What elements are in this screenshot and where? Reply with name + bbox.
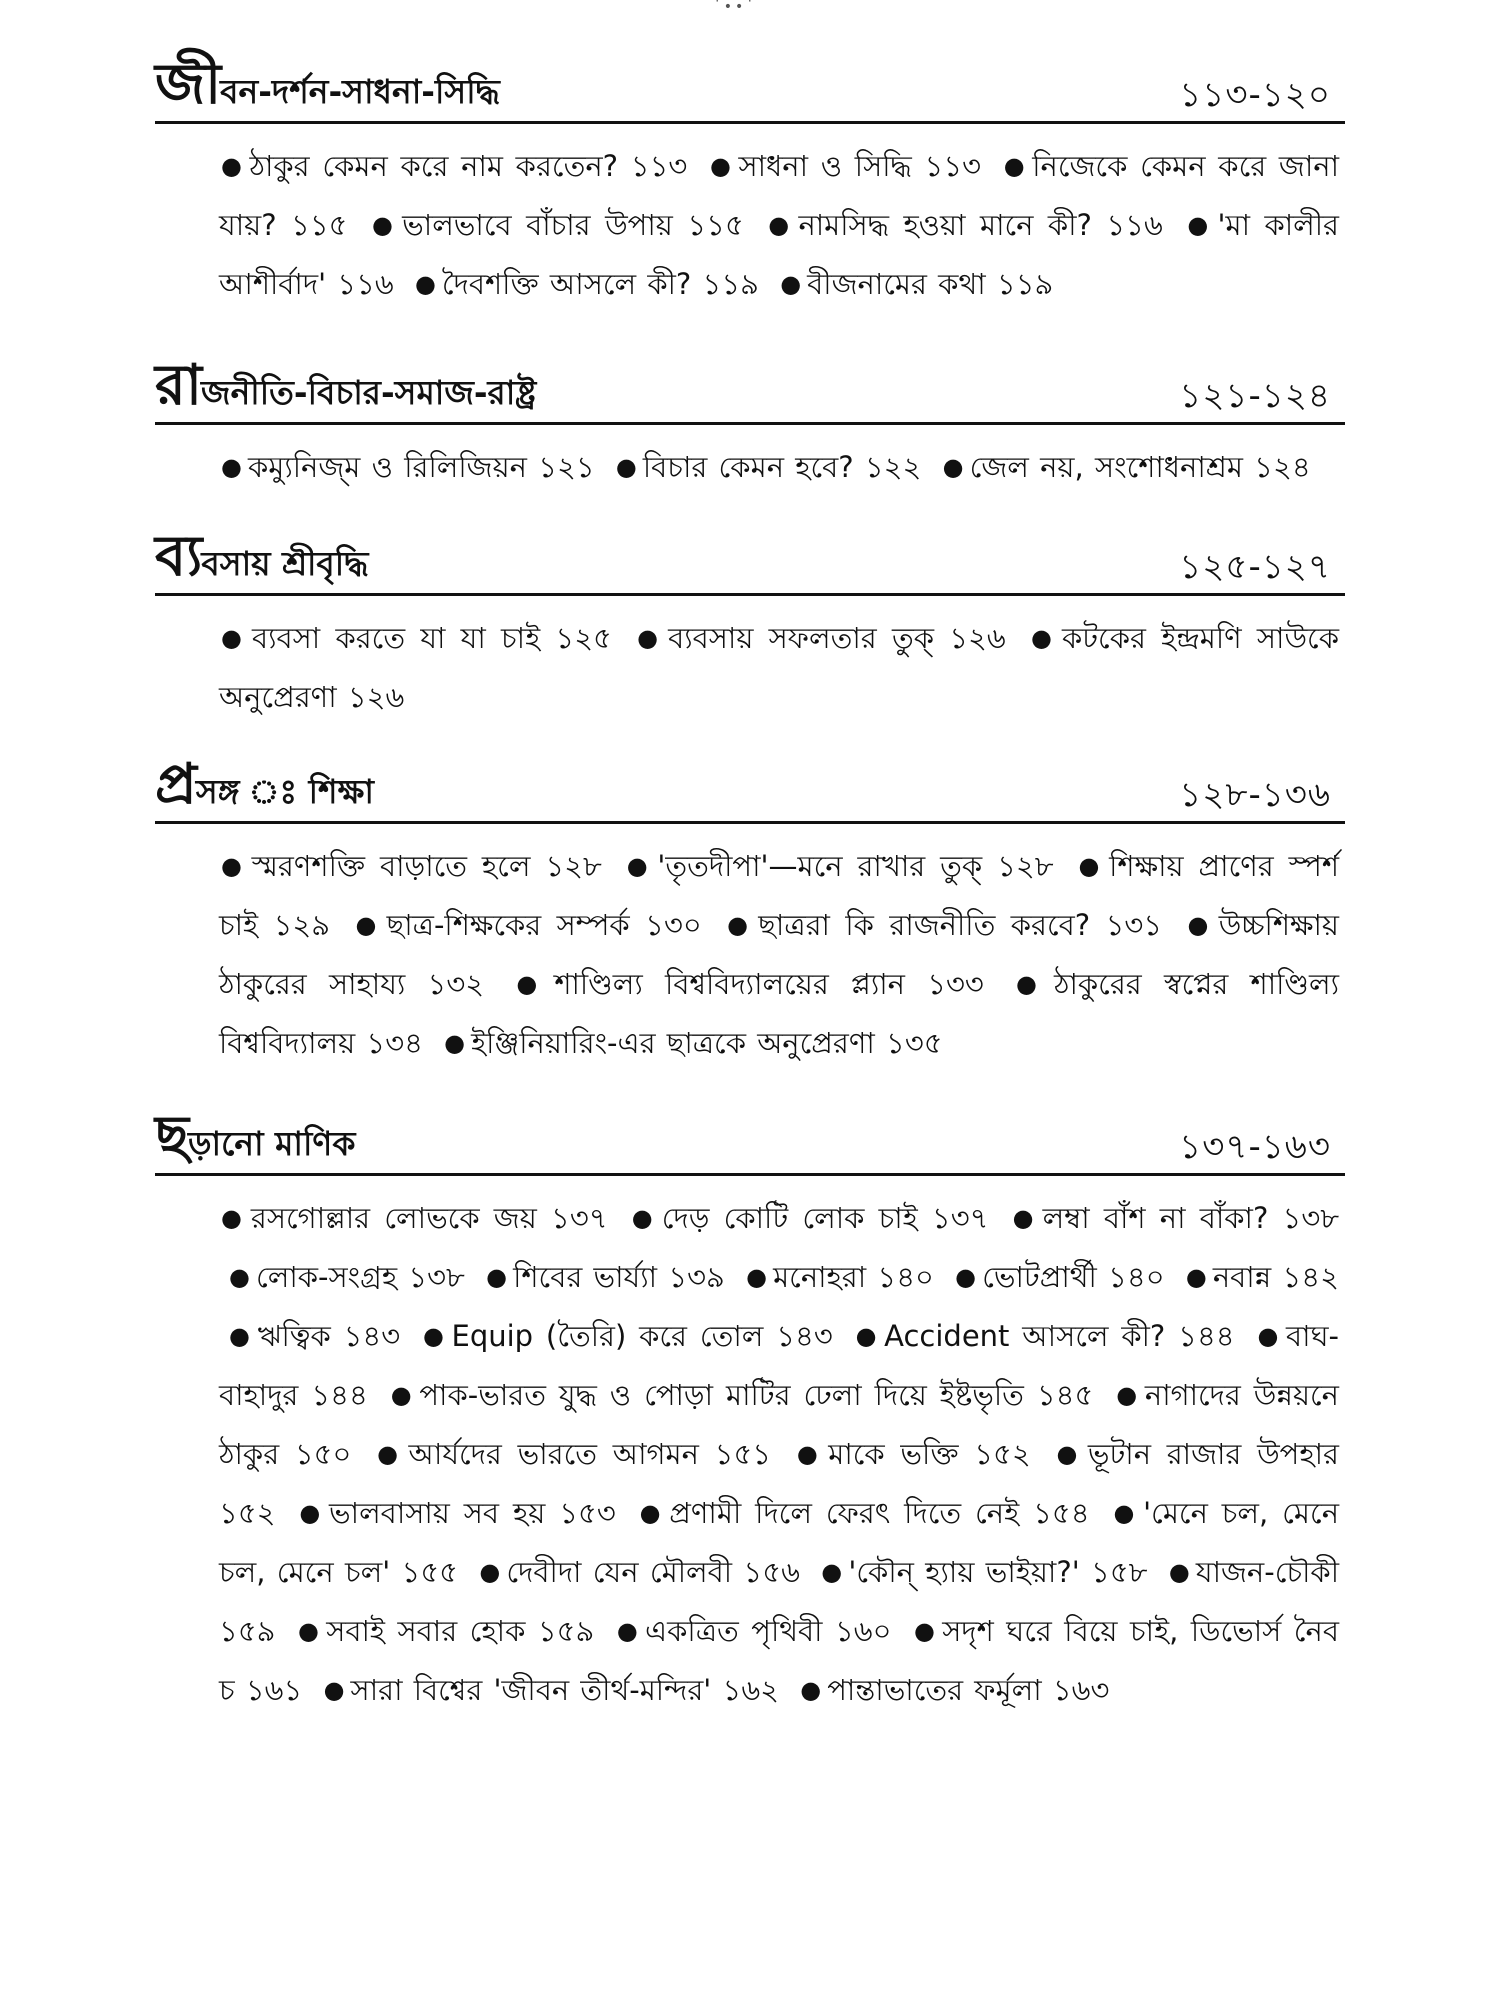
- toc-entry[interactable]: ● 'মেনে চল, মেনে চল, মেনে চল' ১৫৫: [219, 1496, 1339, 1589]
- toc-entry[interactable]: ● ভালভাবে বাঁচার উপায় ১১৫: [371, 208, 744, 242]
- bullet-icon: ●: [414, 270, 436, 298]
- toc-entry[interactable]: ● উচ্চশিক্ষায় ঠাকুরের সাহায্য ১৩২: [219, 908, 1340, 1001]
- bullet-icon: ●: [1056, 1440, 1082, 1468]
- toc-entry[interactable]: ● নিজেকে কেমন করে জানা যায়? ১১৫: [219, 149, 1339, 242]
- bullet-icon: ●: [768, 211, 793, 239]
- bullet-icon: ●: [914, 1617, 937, 1645]
- section-entries: [219, 610, 1339, 726]
- bullet-icon: ●: [1031, 624, 1056, 652]
- bullet-icon: ●: [727, 911, 753, 939]
- bullet-icon: ●: [479, 1558, 501, 1586]
- toc-entry[interactable]: ● ভালবাসায় সব হয় ১৫৩: [299, 1496, 616, 1530]
- toc-entry[interactable]: ● বিচার কেমন হবে? ১২২: [615, 450, 922, 484]
- toc-entry[interactable]: ● স্মরণশক্তি বাড়াতে হলে ১২৮: [221, 849, 602, 883]
- bullet-icon: ●: [800, 1676, 822, 1704]
- toc-entry[interactable]: ● ঋত্বিক ১৪৩: [229, 1319, 401, 1353]
- bullet-icon: ●: [229, 1263, 250, 1291]
- page-top-mark: ˙••˙: [713, 0, 757, 15]
- toc-entry[interactable]: ● সারা বিশ্বের 'জীবন তীর্থ-মন্দির' ১৬২: [323, 1673, 780, 1707]
- toc-entry[interactable]: ● লোক-সংগ্রহ ১৩৮: [229, 1260, 465, 1294]
- toc-section-byabosay: [155, 522, 1345, 726]
- toc-entry[interactable]: ● 'তৃতদীপা'—মনে রাখার তুক্ ১২৮: [626, 849, 1054, 883]
- toc-entry[interactable]: ● ব্যবসা করতে যা যা চাই ১২৫: [221, 621, 612, 655]
- bullet-icon: ●: [626, 852, 652, 880]
- toc-entry[interactable]: ● ভোটপ্রার্থী ১৪০: [955, 1260, 1165, 1294]
- toc-entry[interactable]: ● লম্বা বাঁশ না বাঁকা? ১৩৮: [1012, 1201, 1340, 1235]
- toc-section-chhorano-manik: [155, 1102, 1345, 1721]
- toc-entry[interactable]: ● 'মা কালীর আশীর্বাদ' ১১৬: [219, 208, 1340, 301]
- bullet-icon: ●: [371, 211, 397, 239]
- toc-entry[interactable]: ● রসগোল্লার লোভকে জয় ১৩৭: [221, 1201, 608, 1235]
- section-title-initial: রা: [155, 353, 202, 418]
- bullet-icon: ●: [639, 1499, 664, 1527]
- bullet-icon: ●: [221, 152, 244, 180]
- bullet-icon: ●: [955, 1263, 977, 1291]
- bullet-icon: ●: [796, 1440, 823, 1468]
- section-title-initial: ছ: [155, 1104, 188, 1169]
- toc-entry[interactable]: ● সাধনা ও সিদ্ধি ১১৩: [710, 149, 982, 183]
- section-heading: [155, 522, 1345, 596]
- bullet-icon: ●: [323, 1676, 345, 1704]
- toc-entry[interactable]: ● সদৃশ ঘরে বিয়ে চাই, ডিভোর্স নৈব চ ১৬১: [219, 1614, 1339, 1707]
- section-entries: [219, 838, 1339, 1074]
- bullet-icon: ●: [1012, 1204, 1037, 1232]
- toc-entry[interactable]: ● Equip (তৈরি) করে তোল ১৪৩: [422, 1319, 833, 1353]
- section-title-initial: ব্য: [155, 524, 202, 589]
- section-title-text: সঙ্গ ঃ শিক্ষা: [195, 772, 374, 811]
- toc-entry[interactable]: ● পাক-ভারত যুদ্ধ ও পোড়া মাটির ঢেলা দিয়ে ইষ্টভৃতি ১৪৫: [390, 1378, 1094, 1412]
- bullet-icon: ●: [299, 1499, 324, 1527]
- section-title: [155, 524, 369, 589]
- bullet-icon: ●: [615, 453, 637, 481]
- section-title-text: জনীতি-বিচার-সমাজ-রাষ্ট্র: [201, 373, 537, 412]
- toc-entry[interactable]: ● সবাই সবার হোক ১৫৯: [297, 1614, 595, 1648]
- section-page-range: ১২৫-১২৭: [1179, 547, 1331, 587]
- bullet-icon: ●: [221, 1204, 245, 1232]
- bullet-icon: ●: [1078, 852, 1104, 880]
- section-heading: [155, 50, 1345, 124]
- toc-entry[interactable]: ● কম্যুনিজ্ম ও রিলিজিয়ন ১২১: [221, 450, 595, 484]
- section-entries: [219, 1190, 1339, 1721]
- section-title: [155, 752, 374, 817]
- section-page-range: ১২৮-১৩৬: [1179, 775, 1331, 815]
- section-page-range: ১১৩-১২০: [1179, 75, 1331, 115]
- toc-entry[interactable]: ● কটকের ইন্দ্রমণি সাউকে অনুপ্রেরণা ১২৬: [219, 621, 1339, 714]
- section-entries: [219, 138, 1339, 315]
- toc-section-jibon-dorshon: [155, 50, 1345, 315]
- toc-entry[interactable]: ● দেবীদা যেন মৌলবী ১৫৬: [479, 1555, 800, 1589]
- toc-entry[interactable]: ● দৈবশক্তি আসলে কী? ১১৯: [414, 267, 759, 301]
- section-page-range: ১৩৭-১৬৩: [1179, 1127, 1331, 1167]
- section-title-text: বন-দর্শন-সাধনা-সিদ্ধি: [220, 72, 500, 111]
- bullet-icon: ●: [1113, 1499, 1138, 1527]
- bullet-icon: ●: [444, 1029, 466, 1057]
- toc-entry[interactable]: ● নামসিদ্ধ হওয়া মানে কী? ১১৬: [768, 208, 1163, 242]
- section-title: [155, 52, 500, 117]
- toc-entry[interactable]: ● শিবের ভার্য্যা ১৩৯: [486, 1260, 725, 1294]
- bullet-icon: ●: [710, 152, 733, 180]
- section-title: [155, 1104, 356, 1169]
- toc-entry[interactable]: ● জেল নয়, সংশোধনাশ্রম ১২৪: [942, 450, 1311, 484]
- bullet-icon: ●: [390, 1381, 414, 1409]
- section-title-text: ড়ানো মাণিক: [187, 1124, 356, 1163]
- toc-entry[interactable]: ● মাকে ভক্তি ১৫২: [796, 1437, 1031, 1471]
- bullet-icon: ●: [516, 970, 549, 998]
- bullet-icon: ●: [1003, 152, 1027, 180]
- bullet-icon: ●: [1116, 1381, 1139, 1409]
- bullet-icon: ●: [855, 1322, 879, 1350]
- bullet-icon: ●: [221, 624, 246, 652]
- bullet-icon: ●: [297, 1617, 321, 1645]
- bullet-icon: ●: [637, 624, 663, 652]
- bullet-icon: ●: [1257, 1322, 1281, 1350]
- toc-entry[interactable]: ● বাঘ-বাহাদুর ১৪৪: [219, 1319, 1339, 1412]
- bullet-icon: ●: [616, 1617, 640, 1645]
- section-page-range: ১২১-১২৪: [1179, 376, 1331, 416]
- bullet-icon: ●: [1187, 211, 1212, 239]
- toc-entry[interactable]: ● আর্যদের ভারতে আগমন ১৫১: [377, 1437, 772, 1471]
- section-heading: [155, 1102, 1345, 1176]
- bullet-icon: ●: [746, 1263, 768, 1291]
- bullet-icon: ●: [631, 1204, 656, 1232]
- section-title-initial: প্র: [155, 752, 196, 817]
- bullet-icon: ●: [486, 1263, 508, 1291]
- toc-section-rajniti: [155, 351, 1345, 498]
- toc-entry[interactable]: ● দেড় কোটি লোক চাই ১৩৭: [631, 1201, 989, 1235]
- toc-entry[interactable]: ● ঠাকুর কেমন করে নাম করতেন? ১১৩: [221, 149, 688, 183]
- toc-entry[interactable]: ● ব্যবসায় সফলতার তুক্ ১২৬: [637, 621, 1006, 655]
- bullet-icon: ●: [942, 453, 964, 481]
- toc-entry[interactable]: ● একত্রিত পৃথিবী ১৬০: [616, 1614, 892, 1648]
- bullet-icon: ●: [821, 1558, 843, 1586]
- toc-section-shiksha: [155, 750, 1345, 1074]
- toc-entry[interactable]: ● প্রণামী দিলে ফেরৎ দিতে নেই ১৫৪: [639, 1496, 1090, 1530]
- bullet-icon: ●: [229, 1322, 252, 1350]
- toc-entry[interactable]: ● ভূটান রাজার উপহার ১৫২: [219, 1437, 1339, 1530]
- bullet-icon: ●: [422, 1322, 446, 1350]
- toc-entry[interactable]: ● মনোহরা ১৪০: [746, 1260, 934, 1294]
- bullet-icon: ●: [221, 453, 242, 481]
- bullet-icon: ●: [355, 911, 381, 939]
- bullet-icon: ●: [780, 270, 802, 298]
- bullet-icon: ●: [1168, 1558, 1190, 1586]
- bullet-icon: ●: [1185, 1263, 1207, 1291]
- toc-entry[interactable]: ● শাণ্ডিল্য বিশ্ববিদ্যালয়ের প্ল্যান ১৩৩: [516, 967, 984, 1001]
- toc-entry[interactable]: ● পান্তাভাতের ফর্মূলা ১৬৩: [800, 1673, 1110, 1707]
- toc-entry[interactable]: ● ইঞ্জিনিয়ারিং-এর ছাত্রকে অনুপ্রেরণা ১৩৫: [444, 1026, 943, 1060]
- toc-entry[interactable]: ● বীজনামের কথা ১১৯: [780, 267, 1054, 301]
- toc-entry[interactable]: ● ছাত্র-শিক্ষকের সম্পর্ক ১৩০: [355, 908, 702, 942]
- toc-entry[interactable]: ● 'কৌন্ হ্যায় ভাইয়া?' ১৫৮: [821, 1555, 1148, 1589]
- bullet-icon: ●: [1016, 970, 1048, 998]
- toc-entry[interactable]: ● ছাত্ররা কি রাজনীতি করবে? ১৩১: [727, 908, 1163, 942]
- section-heading: [155, 351, 1345, 425]
- bullet-icon: ●: [377, 1440, 403, 1468]
- toc-entry[interactable]: ● ঠাকুরের স্বপ্নের শাণ্ডিল্য বিশ্ববিদ্যালয় ১৩৪: [219, 967, 1340, 1060]
- section-title-initial: জী: [155, 52, 221, 117]
- toc-entry[interactable]: ● Accident আসলে কী? ১৪৪: [855, 1319, 1235, 1353]
- bullet-icon: ●: [221, 852, 246, 880]
- section-title: [155, 353, 537, 418]
- section-heading: [155, 750, 1345, 824]
- toc-entry[interactable]: ● নবান্ন ১৪২: [1185, 1260, 1339, 1294]
- section-title-text: বসায় শ্রীবৃদ্ধি: [201, 544, 369, 583]
- bullet-icon: ●: [1187, 911, 1213, 939]
- section-entries: [219, 439, 1339, 498]
- toc-entry[interactable]: ● নাগাদের উন্নয়নে ঠাকুর ১৫০: [219, 1378, 1339, 1471]
- toc-entry[interactable]: ● শিক্ষায় প্রাণের স্পর্শ চাই ১২৯: [219, 849, 1340, 942]
- toc-entry[interactable]: ● যাজন-চৌকী ১৫৯: [219, 1555, 1340, 1648]
